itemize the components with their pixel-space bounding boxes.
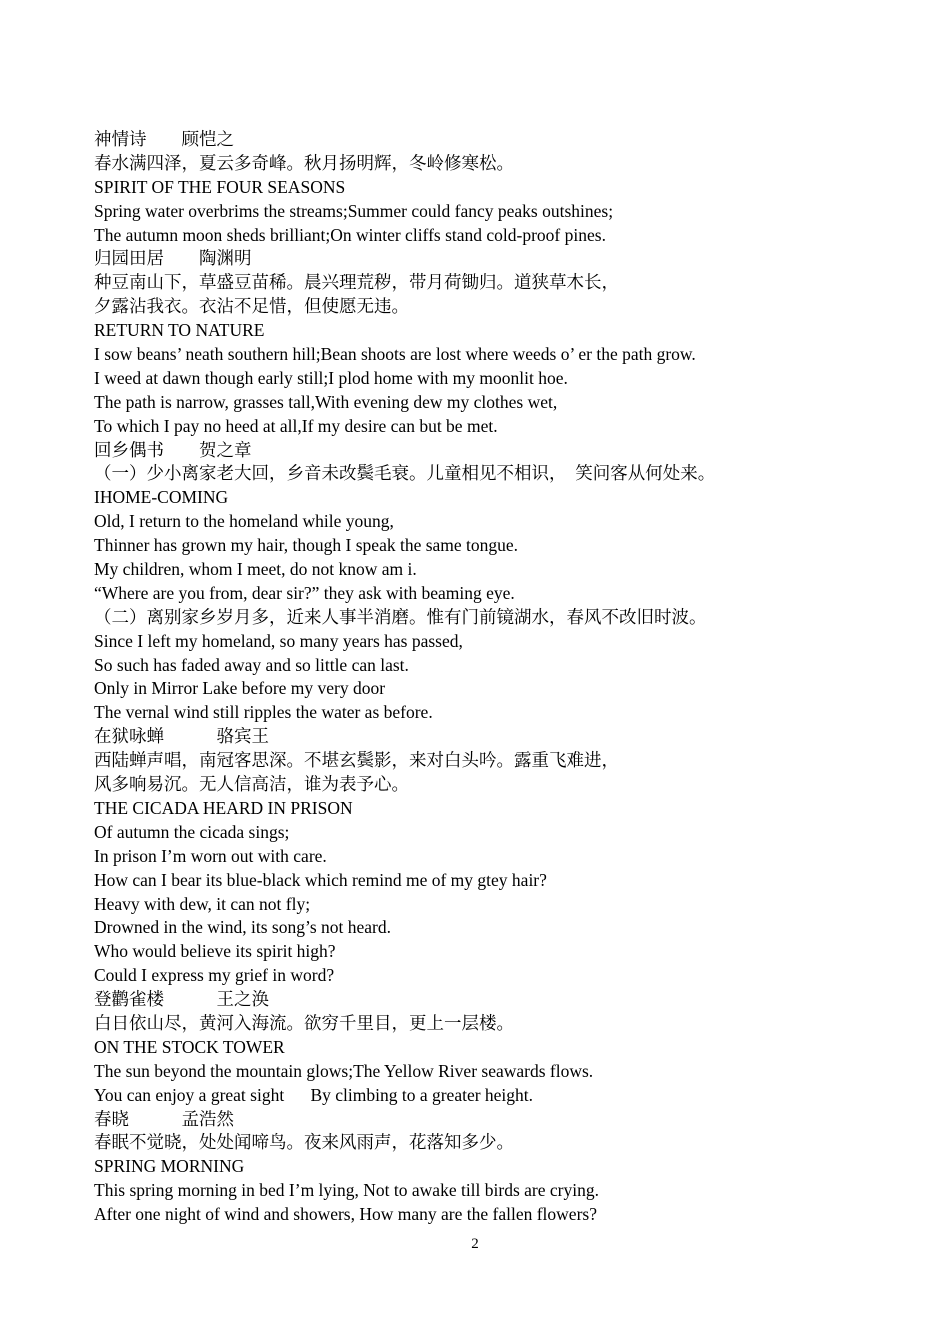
english-verse-line: The path is narrow, grasses tall,With evening dew my clothes wet, bbox=[94, 391, 558, 412]
english-verse-line: After one night of wind and showers, How many are the fallen flowers? bbox=[94, 1204, 597, 1225]
english-verse-line: Of autumn the cicada sings; bbox=[94, 821, 290, 842]
english-verse-line: Could I express my grief in word? bbox=[94, 965, 335, 986]
english-verse-line: So such has faded away and so little can last. bbox=[94, 654, 409, 675]
english-verse-line: Old, I return to the homeland while young, bbox=[94, 511, 394, 532]
english-verse-line: “Where are you from, dear sir?” they ask with beaming eye. bbox=[94, 582, 515, 603]
chinese-verse-line: 西陆蝉声唱，南冠客思深。不堪玄鬓影，来对白头吟。露重飞难进， bbox=[94, 750, 619, 771]
english-verse-line: This spring morning in bed I’m lying, Not to awake till birds are crying. bbox=[94, 1180, 599, 1201]
english-title-line: RETURN TO NATURE bbox=[94, 320, 265, 341]
chinese-verse-line: 风多响易沉。无人信高洁，谁为表予心。 bbox=[94, 774, 409, 795]
english-verse-line: I weed at dawn though early still;I plod home with my moonlit hoe. bbox=[94, 367, 568, 388]
english-verse-line: You can enjoy a great sight By climbing to a greater height. bbox=[94, 1084, 534, 1105]
english-verse-line: Heavy with dew, it can not fly; bbox=[94, 893, 311, 914]
chinese-verse-line: 夕露沾我衣。衣沾不足惜，但使愿无违。 bbox=[94, 296, 409, 317]
chinese-verse-line: 春眠不觉晓，处处闻啼鸟。夜来风雨声，花落知多少。 bbox=[94, 1132, 514, 1153]
english-title-line: IHOME-COMING bbox=[94, 487, 229, 508]
english-verse-line: The autumn moon sheds brilliant;On winter cliffs stand cold-proof pines. bbox=[94, 224, 606, 245]
chinese-verse-line: （二）离别家乡岁月多，近来人事半消磨。惟有门前镜湖水，春风不改旧时波。 bbox=[94, 606, 707, 627]
english-verse-line: Since I left my homeland, so many years has passed, bbox=[94, 630, 463, 651]
chinese-verse-line: （一）少小离家老大回，乡音未改鬓毛衰。儿童相见不相识， 笑问客从何处来。 bbox=[94, 463, 716, 484]
chinese-verse-line: 白日依山尽，黄河入海流。欲穷千里目，更上一层楼。 bbox=[94, 1012, 514, 1033]
english-verse-line: Spring water overbrims the streams;Summer could fancy peaks outshines; bbox=[94, 200, 614, 221]
english-title-line: SPRING MORNING bbox=[94, 1156, 245, 1177]
english-verse-line: How can I bear its blue-black which remind me of my gtey hair? bbox=[94, 869, 547, 890]
poem-title-line: 神情诗 顾恺之 bbox=[94, 129, 234, 149]
poem-title-line: 在狱咏蝉 骆宾王 bbox=[94, 726, 269, 747]
english-verse-line: Who would believe its spirit high? bbox=[94, 941, 336, 962]
document-body bbox=[94, 128, 914, 1227]
english-verse-line: To which I pay no heed at all,If my desire can but be met. bbox=[94, 415, 498, 436]
poem-title-line: 登鹳雀楼 王之涣 bbox=[94, 989, 269, 1010]
chinese-verse-line: 种豆南山下，草盛豆苗稀。晨兴理荒秽，带月荷锄归。道狭草木长， bbox=[94, 272, 619, 293]
english-verse-line: The vernal wind still ripples the water as before. bbox=[94, 702, 433, 723]
english-verse-line: Only in Mirror Lake before my very door bbox=[94, 678, 386, 699]
poem-title-line: 回乡偶书 贺之章 bbox=[94, 439, 252, 460]
english-verse-line: The sun beyond the mountain glows;The Yellow River seawards flows. bbox=[94, 1060, 594, 1081]
english-verse-line: Thinner has grown my hair, though I speak the same tongue. bbox=[94, 535, 519, 556]
poem-title-line: 归园田居 陶渊明 bbox=[94, 248, 252, 269]
page-number: 2 bbox=[471, 1236, 479, 1252]
english-verse-line: I sow beans’ neath southern hill;Bean shoots are lost where weeds o’ er the path grow. bbox=[94, 344, 696, 365]
english-title-line: THE CICADA HEARD IN PRISON bbox=[94, 797, 353, 818]
english-title-line: ON THE STOCK TOWER bbox=[94, 1036, 285, 1057]
english-verse-line: Drowned in the wind, its song’s not heard. bbox=[94, 917, 391, 938]
english-title-line: SPIRIT OF THE FOUR SEASONS bbox=[94, 176, 346, 197]
english-verse-line: In prison I’m worn out with care. bbox=[94, 845, 327, 866]
poem-title-line: 春晓 孟浩然 bbox=[94, 1108, 234, 1129]
english-verse-line: My children, whom I meet, do not know am i. bbox=[94, 559, 417, 580]
chinese-verse-line: 春水满四泽，夏云多奇峰。秋月扬明辉，冬岭修寒松。 bbox=[94, 152, 514, 173]
